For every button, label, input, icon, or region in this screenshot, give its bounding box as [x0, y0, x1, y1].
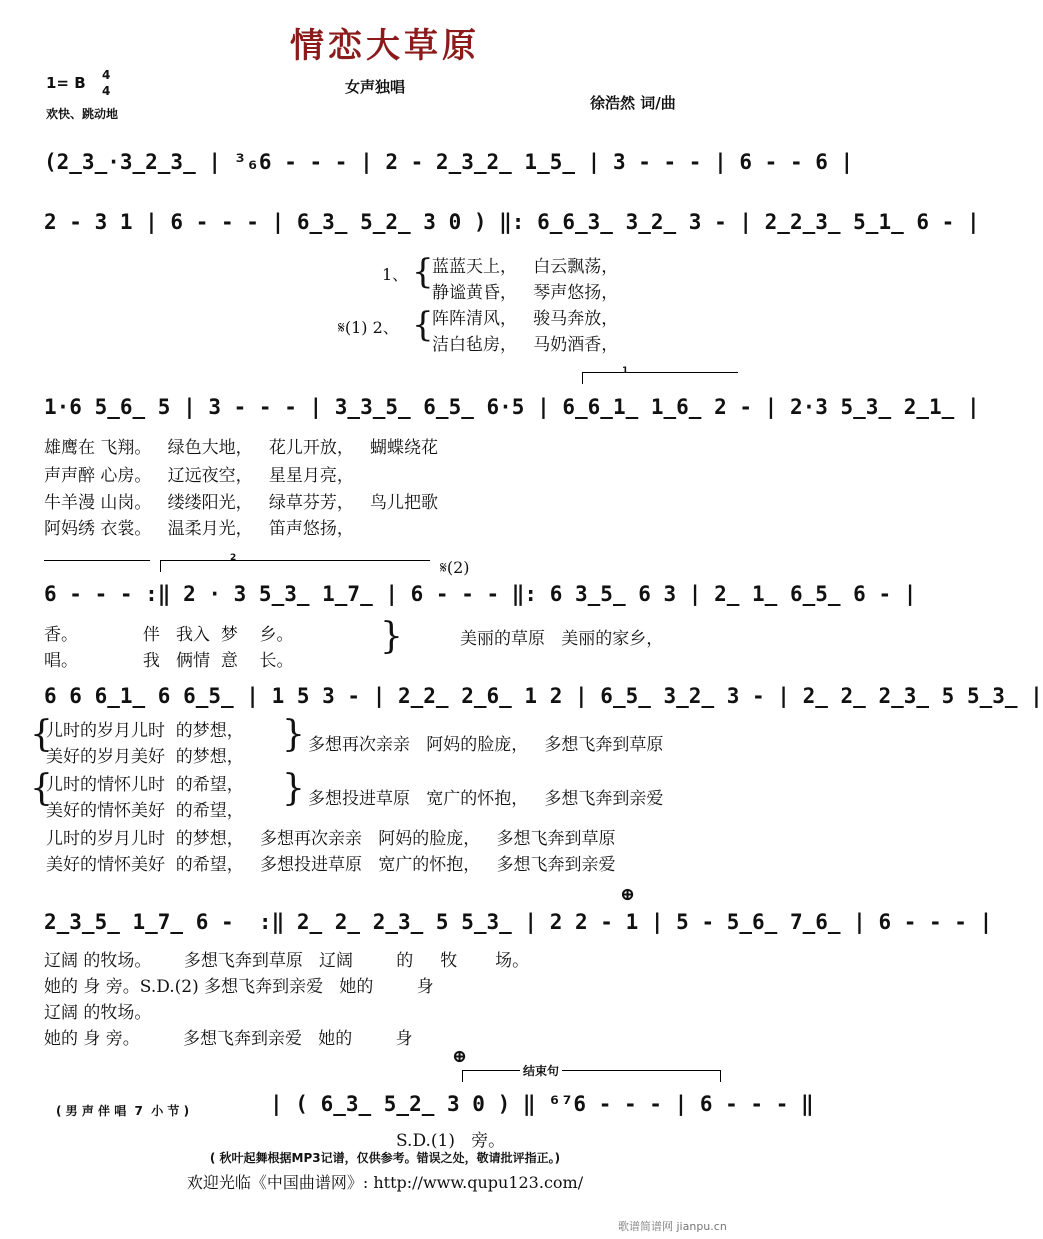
brace-verse-1: {: [412, 252, 434, 292]
segno-2: 𝄋(2): [440, 558, 470, 577]
verse-2-line-a: 阵阵清风， 骏马奔放，: [432, 309, 619, 329]
ending-1-bracket-edge: [582, 372, 583, 384]
row-6-lyric-2: 她的 身 旁。S.D.(2) 多想飞奔到亲爱 她的 身: [44, 977, 434, 997]
brace-row-5-a-left: {: [30, 714, 53, 755]
row-4-lyric-1: 香。 伴 我入 梦 乡。: [44, 625, 294, 645]
row-5-lyric-3: 儿时的情怀儿时 的希望，: [46, 775, 244, 795]
time-signature-bottom: 4: [102, 84, 111, 98]
score-row-4: 6 - - - :‖ 2 · 3 5̲3̲ 1̲7̲ | 6 - - - ‖: 6 3̲5̲ 6 3 | 2̲ 1̲ 6̲5̲ 6 - |: [44, 582, 917, 606]
score-row-6: 2̲3̲5̲ 1̲7̲ 6 - :‖ 2̲ 2̲ 2̲3̲ 5 5̲3̲ | 2 2 - 1 | 5 - 5̲6̲ 7̲6̲ | 6 - - - |: [44, 910, 993, 934]
ending-phrase-bracket-right: [720, 1070, 721, 1082]
coda-icon-2: ⊕: [452, 1046, 468, 1067]
row-3-lyric-3: 牛羊漫 山岗。 缕缕阳光， 绿草芬芳， 鸟儿把歌: [44, 493, 439, 513]
watermark: 歌谱简谱网 jianpu.cn: [618, 1220, 727, 1233]
score-row-5: 6 6 6̲1̲ 6 6̲5̲ | 1 5 3 - | 2̲2̲ 2̲6̲ 1 2 | 6̲5̲ 3̲2̲ 3 - | 2̲ 2̲ 2̲3̲ 5 5̲3̲ |: [44, 684, 1043, 708]
score-row-2: 2 - 3 1 | 6 - - - | 6̲3̲ 5̲2̲ 3 0 ) ‖: 6̲6̲3̲ 3̲2̲ 3 - | 2̲2̲3̲ 5̲1̲ 6 - |: [44, 210, 980, 234]
verse-2-line-b: 洁白毡房， 马奶酒香，: [432, 335, 619, 355]
row-6-lyric-3: 辽阔 的牧场。: [44, 1003, 152, 1023]
row-5-lyric-4: 美好的情怀美好 的希望，: [46, 801, 244, 821]
verse-1-line-b: 静谧黄昏， 琴声悠扬，: [432, 283, 619, 303]
key-signature: 1= B: [46, 74, 86, 92]
performance-type: 女声独唱: [345, 78, 406, 96]
ending-2-bracket: [160, 560, 430, 561]
ending-1-number: 1: [622, 366, 629, 376]
row-5-lyric-5: 儿时的岁月儿时 的梦想， 多想再次亲亲 阿妈的脸庞， 多想飞奔到草原: [46, 829, 616, 849]
row-7-lyric: S.D.(1) 旁。: [396, 1131, 506, 1151]
row-6-lyric-1: 辽阔 的牧场。 多想飞奔到草原 辽阔 的 牧 场。: [44, 951, 530, 971]
verse-1-label: 1、: [382, 265, 409, 284]
page-title: 情恋大草原: [290, 26, 480, 66]
segno-verse-2-label: 𝄋(1) 2、: [338, 318, 399, 337]
credits: 徐浩然 词/曲: [590, 94, 676, 112]
ending-phrase-bracket-left: [462, 1070, 463, 1082]
brace-row-5-b-right: }: [282, 768, 305, 809]
score-row-7: | ( 6̲3̲ 5̲2̲ 3 0 ) ‖ ⁶⁷6 - - - | 6 - - - ‖: [270, 1092, 814, 1116]
row-5-lyric-right-1: 多想再次亲亲 阿妈的脸庞， 多想飞奔到草原: [308, 735, 664, 755]
footer-welcome: 欢迎光临《中国曲谱网》: http://www.qupu123.com/: [186, 1173, 584, 1192]
score-row-1: (2̲3̲·3̲2̲3̲ | ³₆6 - - - | 2 - 2̲3̲2̲ 1̲5̲ | 3 - - - | 6 - - 6 |: [44, 150, 854, 174]
brace-row-5-a-right: }: [282, 714, 305, 755]
footer-note: ( 秋叶起舞根据MP3记谱，仅供参考。错误之处，敬请批评指正。): [209, 1151, 561, 1165]
brace-verse-2: {: [412, 305, 434, 345]
ending-phrase-bracket: [462, 1070, 720, 1071]
verse-1-line-a: 蓝蓝天上， 白云飘荡，: [432, 257, 619, 277]
brace-row-4: }: [380, 616, 403, 657]
coda-icon: ⊕: [620, 884, 636, 905]
row-4-lyric-right: 美丽的草原 美丽的家乡，: [460, 629, 664, 649]
ending-1-bracket: [582, 372, 738, 373]
time-signature-top: 4: [102, 68, 111, 82]
row-5-lyric-right-2: 多想投进草原 宽广的怀抱， 多想飞奔到亲爱: [308, 789, 664, 809]
row-6-lyric-4: 她的 身 旁。 多想飞奔到亲爱 她的 身: [44, 1029, 413, 1049]
row-3-lyric-4: 阿妈绣 衣裳。 温柔月光， 笛声悠扬，: [44, 519, 354, 539]
row-5-lyric-2: 美好的岁月美好 的梦想，: [46, 747, 244, 767]
ending-phrase-label: 结束句: [520, 1062, 562, 1079]
tempo-marking: 欢快、跳动地: [46, 107, 119, 121]
row-5-lyric-6: 美好的情怀美好 的希望， 多想投进草原 宽广的怀抱， 多想飞奔到亲爱: [46, 855, 616, 875]
score-row-3: 1·6 5̲6̲ 5 | 3 - - - | 3̲3̲5̲ 6̲5̲ 6·5 | 6̲6̲1̲ 1̲6̲ 2 - | 2·3 5̲3̲ 2̲1̲ |: [44, 395, 980, 419]
row-3-lyric-1: 雄鹰在 飞翔。 绿色大地， 花儿开放， 蝴蝶绕花: [44, 438, 439, 458]
male-voice-note: ( 男 声 伴 唱 7 小 节 ): [56, 1104, 190, 1118]
brace-row-5-b-left: {: [30, 768, 53, 809]
ending-2-bracket-edge: [160, 560, 161, 572]
row-4-lyric-2: 唱。 我 俩情 意 长。: [44, 651, 294, 671]
row-5-lyric-1: 儿时的岁月儿时 的梦想，: [46, 721, 244, 741]
ending-1-continuation: [44, 560, 150, 561]
ending-2-number: 2: [230, 553, 237, 563]
row-3-lyric-2: 声声醉 心房。 辽远夜空， 星星月亮，: [44, 466, 354, 486]
